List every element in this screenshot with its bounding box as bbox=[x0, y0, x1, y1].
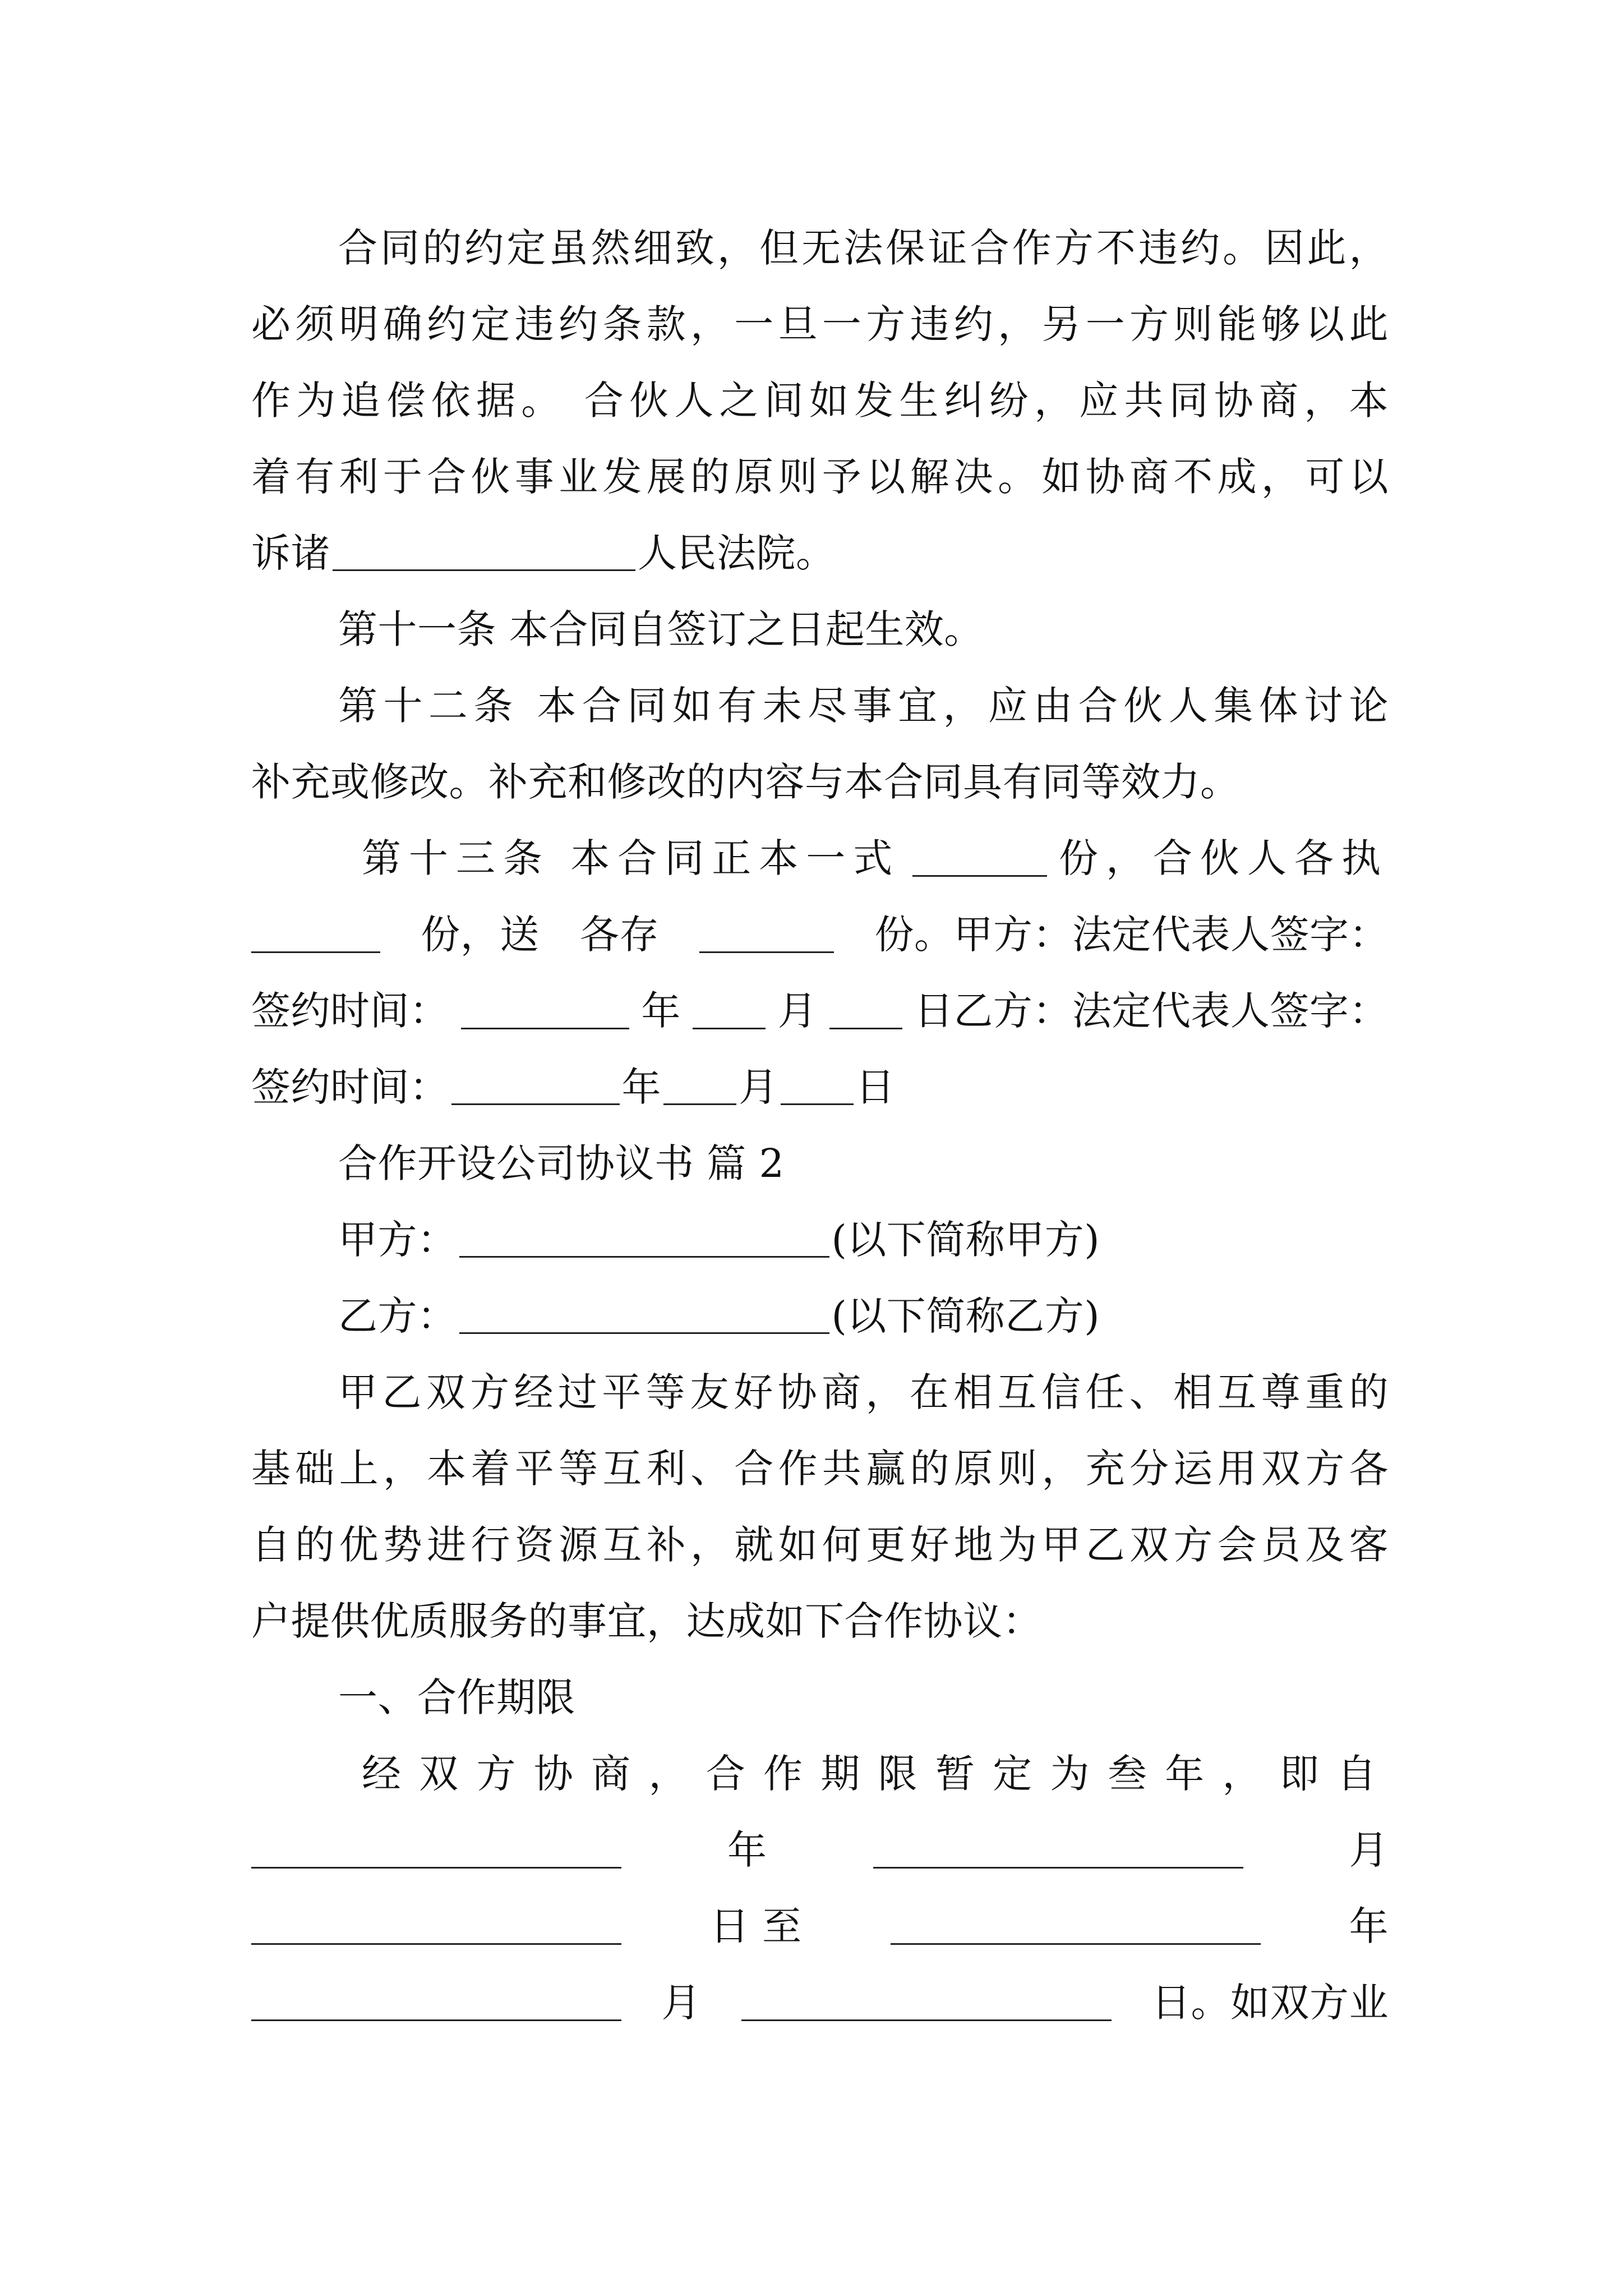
paragraph-line: 合同的约定虽然细致，但无法保证合作方不违约。因此， bbox=[338, 225, 1389, 271]
article-13-text: 份，送 bbox=[421, 912, 540, 958]
article-12-line: 第十二条 本合同如有未尽事宜，应由合伙人集体讨论 bbox=[338, 683, 1389, 729]
date-year: 年 bbox=[727, 1827, 767, 1873]
paragraph-line: 经双方协商，合作期限暂定为叁年，即自 bbox=[362, 1751, 1389, 1797]
date-month: 月 bbox=[777, 988, 818, 1034]
blank-line bbox=[251, 1985, 621, 2021]
court-prefix: 诉诸 bbox=[251, 530, 330, 576]
party-b-line bbox=[338, 1277, 1389, 1355]
date-month: 月 bbox=[739, 1064, 778, 1110]
paragraph-line: 户提供优质服务的事宜，达成如下合作协议： bbox=[251, 1598, 1042, 1644]
blank-line bbox=[912, 840, 1047, 877]
blank-line bbox=[873, 1832, 1243, 1869]
article-11: 第十一条 本合同自签订之日起生效。 bbox=[338, 606, 984, 652]
signature-label: 签约时间： bbox=[251, 988, 449, 1034]
article-12-line: 补充或修改。补充和修改的内容与本合同具有同等效力。 bbox=[251, 759, 1240, 805]
blank-line bbox=[451, 1069, 620, 1105]
blank-line bbox=[699, 917, 834, 953]
date-year: 年 bbox=[1349, 1903, 1389, 1949]
date-year: 年 bbox=[621, 1064, 661, 1110]
date-blank-line bbox=[251, 1963, 1389, 2042]
section-heading: 一、合作期限 bbox=[338, 1674, 575, 1720]
paragraph-line: 基础上，本着平等互利、合作共赢的原则，充分运用双方各 bbox=[251, 1446, 1389, 1492]
article-13-line bbox=[251, 895, 1389, 974]
blank-line bbox=[251, 1832, 621, 1869]
blank-line bbox=[251, 917, 380, 953]
date-month: 月 bbox=[661, 1980, 701, 2026]
signature-line bbox=[251, 972, 1389, 1050]
blank-line bbox=[461, 993, 629, 1029]
date-day: 日 bbox=[855, 1064, 895, 1110]
date-day-end: 日。如双方业 bbox=[1151, 1980, 1389, 2026]
party-a-line bbox=[338, 1200, 1389, 1279]
blank-line bbox=[741, 1985, 1112, 2021]
date-month: 月 bbox=[1349, 1827, 1389, 1873]
court-suffix: 人民法院。 bbox=[638, 530, 836, 576]
date-day-to: 日 至 bbox=[709, 1903, 802, 1949]
article-13-text: 份，合伙人各执 bbox=[1058, 835, 1389, 881]
date-blank-line bbox=[251, 1811, 1389, 1889]
blank-line bbox=[829, 993, 902, 1029]
blank-line bbox=[459, 1297, 829, 1334]
section-heading: 合作开设公司协议书 篇 2 bbox=[338, 1140, 785, 1186]
signature-label: 签约时间： bbox=[251, 1064, 449, 1110]
party-a-suffix: (以下简称甲方) bbox=[831, 1217, 1100, 1263]
paragraph-line: 着有利于合伙事业发展的原则予以解决。如协商不成，可以 bbox=[251, 454, 1389, 500]
article-13-text: 第十三条 本合同正本一式 bbox=[362, 835, 901, 881]
signature-text: 日乙方：法定代表人签字： bbox=[914, 988, 1389, 1034]
court-line bbox=[251, 514, 1389, 592]
blank-line bbox=[891, 1908, 1261, 1945]
paragraph-line: 作为追偿依据。 合伙人之间如发生纠纷，应共同协商，本 bbox=[251, 378, 1389, 424]
article-13-text: 份。甲方：法定代表人签字： bbox=[874, 912, 1389, 958]
blank-line bbox=[251, 1908, 621, 1945]
paragraph-line: 自的优势进行资源互补，就如何更好地为甲乙双方会员及客 bbox=[251, 1522, 1389, 1568]
signature-line bbox=[251, 1048, 1389, 1126]
date-year: 年 bbox=[641, 988, 681, 1034]
blank-line bbox=[459, 1221, 829, 1258]
blank-line bbox=[693, 993, 766, 1029]
article-13-line bbox=[362, 819, 1389, 898]
blank-line bbox=[781, 1069, 854, 1105]
blank-line bbox=[663, 1069, 736, 1105]
party-b-suffix: (以下简称乙方) bbox=[831, 1293, 1100, 1339]
date-blank-line bbox=[251, 1887, 1389, 1966]
blank-line bbox=[333, 535, 635, 571]
article-13-text: 各存 bbox=[580, 912, 659, 958]
paragraph-line: 甲乙双方经过平等友好协商，在相互信任、相互尊重的 bbox=[338, 1369, 1389, 1415]
party-a-label: 甲方： bbox=[338, 1217, 457, 1263]
paragraph-line: 必须明确约定违约条款，一旦一方违约，另一方则能够以此 bbox=[251, 301, 1389, 347]
party-b-label: 乙方： bbox=[338, 1293, 457, 1339]
